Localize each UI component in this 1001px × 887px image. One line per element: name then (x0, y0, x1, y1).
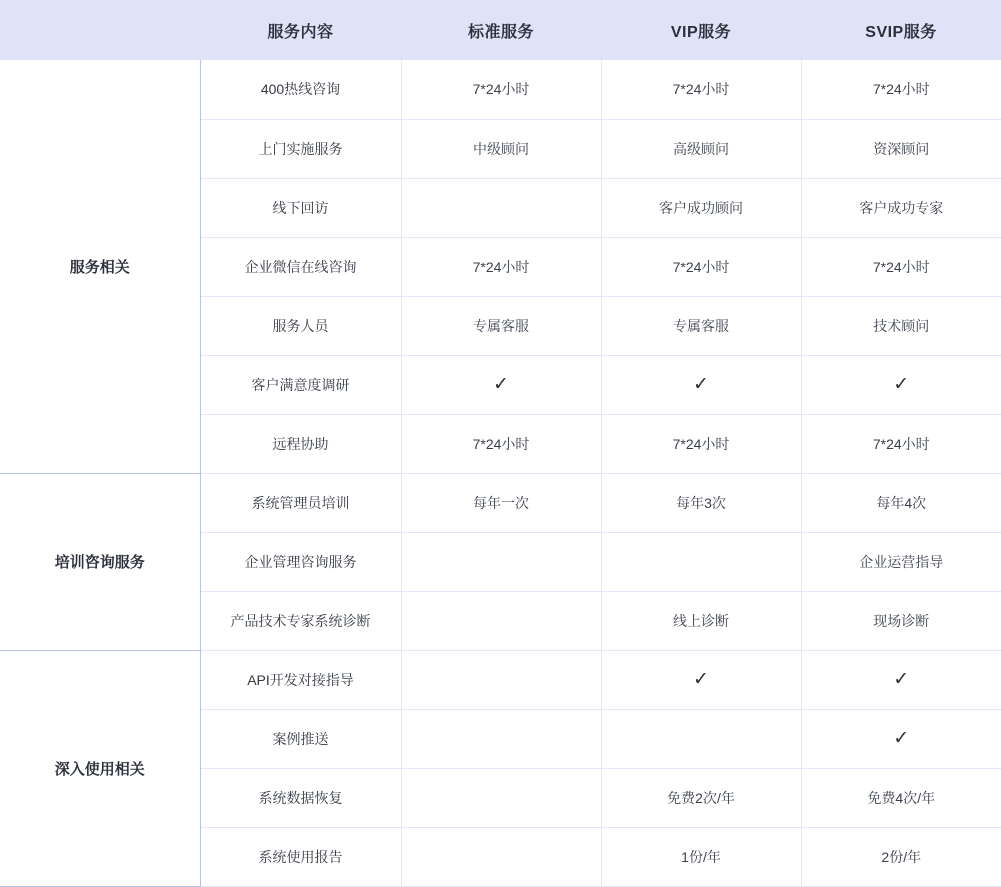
service-item-label: 企业微信在线咨询 (200, 237, 401, 296)
table-row (0, 650, 1001, 709)
empty-value (501, 802, 502, 803)
cell-standard (401, 591, 601, 650)
service-item-label: API开发对接指导 (200, 650, 401, 709)
header-standard: 标准服务 (401, 0, 601, 60)
empty-value (501, 684, 502, 685)
service-item-label: 产品技术专家系统诊断 (200, 591, 401, 650)
service-item-label: 系统管理员培训 (200, 473, 401, 532)
empty-value (501, 743, 502, 744)
cell-svip (801, 355, 1001, 414)
empty-value (501, 861, 502, 862)
cell-vip (601, 532, 801, 591)
table-row (0, 60, 1001, 119)
check-icon: ✓ (493, 373, 509, 395)
cell-standard (401, 355, 601, 414)
cell-vip (601, 355, 801, 414)
table-body (0, 60, 1001, 886)
cell-standard (401, 768, 601, 827)
table-header (0, 0, 1001, 60)
service-item-label: 400热线咨询 (200, 60, 401, 119)
service-item-label: 系统数据恢复 (200, 768, 401, 827)
service-item-label: 系统使用报告 (200, 827, 401, 886)
service-item-label: 客户满意度调研 (200, 355, 401, 414)
cell-vip: 7*24小时 (601, 60, 801, 119)
cell-standard: 每年一次 (401, 473, 601, 532)
service-item-label: 线下回访 (200, 178, 401, 237)
cell-svip: 免费4次/年 (801, 768, 1001, 827)
empty-value (501, 566, 502, 567)
header-service-item: 服务内容 (200, 0, 401, 60)
cell-vip: 客户成功顾问 (601, 178, 801, 237)
cell-standard (401, 178, 601, 237)
cell-standard (401, 532, 601, 591)
cell-svip: 客户成功专家 (801, 178, 1001, 237)
check-icon: ✓ (893, 727, 910, 749)
cell-standard: 中级顾问 (401, 119, 601, 178)
cell-svip: 2份/年 (801, 827, 1001, 886)
group-label-1: 培训咨询服务 (0, 473, 200, 650)
service-item-label: 远程协助 (200, 414, 401, 473)
cell-vip: 专属客服 (601, 296, 801, 355)
header-svip: SVIP服务 (801, 0, 1001, 60)
cell-vip: 7*24小时 (601, 237, 801, 296)
service-item-label: 服务人员 (200, 296, 401, 355)
cell-standard: 7*24小时 (401, 60, 601, 119)
cell-svip: 7*24小时 (801, 414, 1001, 473)
header-group-blank (0, 0, 200, 60)
cell-vip (601, 709, 801, 768)
cell-svip: 现场诊断 (801, 591, 1001, 650)
cell-vip: 高级顾问 (601, 119, 801, 178)
cell-svip (801, 709, 1001, 768)
service-item-label: 上门实施服务 (200, 119, 401, 178)
group-label-0: 服务相关 (0, 60, 200, 473)
cell-svip: 7*24小时 (801, 237, 1001, 296)
empty-value (501, 212, 502, 213)
cell-vip: 线上诊断 (601, 591, 801, 650)
table-row (0, 473, 1001, 532)
empty-value (701, 566, 702, 567)
service-item-label: 企业管理咨询服务 (200, 532, 401, 591)
cell-svip: 资深顾问 (801, 119, 1001, 178)
cell-svip: 企业运营指导 (801, 532, 1001, 591)
cell-vip: 每年3次 (601, 473, 801, 532)
empty-value (701, 743, 702, 744)
service-item-label: 案例推送 (200, 709, 401, 768)
cell-standard (401, 650, 601, 709)
cell-standard (401, 709, 601, 768)
cell-svip (801, 650, 1001, 709)
cell-standard: 7*24小时 (401, 414, 601, 473)
cell-svip: 技术顾问 (801, 296, 1001, 355)
check-icon: ✓ (693, 373, 709, 395)
header-row (0, 0, 1001, 60)
cell-vip: 1份/年 (601, 827, 801, 886)
cell-vip: 7*24小时 (601, 414, 801, 473)
cell-svip: 每年4次 (801, 473, 1001, 532)
group-label-2: 深入使用相关 (0, 650, 200, 886)
cell-standard (401, 827, 601, 886)
cell-vip: 免费2次/年 (601, 768, 801, 827)
check-icon: ✓ (893, 373, 910, 395)
check-icon: ✓ (693, 668, 709, 690)
empty-value (501, 625, 502, 626)
header-vip: VIP服务 (601, 0, 801, 60)
cell-svip: 7*24小时 (801, 60, 1001, 119)
check-icon: ✓ (893, 668, 910, 690)
cell-standard: 7*24小时 (401, 237, 601, 296)
cell-standard: 专属客服 (401, 296, 601, 355)
cell-vip (601, 650, 801, 709)
